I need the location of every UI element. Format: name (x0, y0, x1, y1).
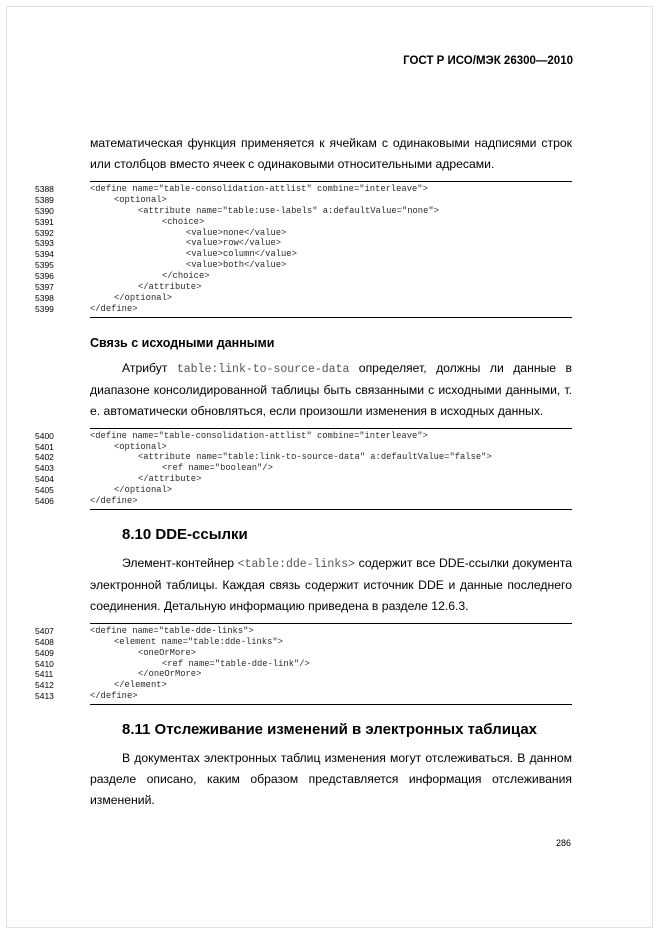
line-number: 5413 (35, 691, 54, 702)
code-text: <value>column</value> (186, 249, 297, 260)
line-number: 5412 (35, 680, 54, 691)
line-number: 5406 (35, 496, 54, 507)
line-number: 5391 (35, 216, 54, 227)
line-number: 5411 (35, 669, 54, 680)
code-line (35, 205, 572, 217)
line-number: 5399 (35, 303, 54, 314)
code-line (35, 680, 572, 691)
line-number: 5409 (35, 647, 54, 658)
code-text: </optional> (114, 292, 173, 303)
line-number: 5408 (35, 636, 54, 647)
p3-text-before: Элемент-контейнер (122, 555, 238, 570)
line-number: 5401 (35, 441, 54, 452)
code-text: <ref name="boolean"/> (162, 463, 273, 474)
line-number: 5402 (35, 452, 54, 463)
code-line (35, 647, 572, 659)
code-line (35, 227, 572, 239)
code-line (35, 658, 572, 670)
paragraph-intro: математическая функция применяется к ячейкам с одинаковыми надписями строк или столбцов вместо ячеек с одинаковыми относительными адресами. (90, 136, 572, 171)
code-text: <define name="table-consolidation-attlist" combine="interleave"> (90, 430, 428, 441)
code-text: <optional> (114, 441, 167, 452)
code-text: </attribute> (138, 474, 202, 485)
page-content (35, 133, 572, 811)
document-header: ГОСТ Р ИСО/МЭК 26300—2010 (403, 55, 573, 67)
code-text: <value>none</value> (186, 227, 287, 238)
section-title-change-tracking: 8.11 Отслеживание изменений в электронных таблицах (122, 721, 538, 739)
code-text: </define> (90, 691, 138, 702)
code-line (35, 260, 572, 271)
line-number: 5395 (35, 260, 54, 271)
line-number: 5396 (35, 271, 54, 282)
line-number: 5404 (35, 474, 54, 485)
code-text: <value>row</value> (186, 238, 282, 249)
code-text: </define> (90, 496, 138, 507)
code-text: </attribute> (138, 282, 202, 293)
code-text: </element> (114, 680, 167, 691)
code-text: <attribute name="table:link-to-source-data" a:defaultValue="false"> (138, 452, 492, 463)
line-number: 5410 (35, 658, 54, 669)
section-title-dde-links: 8.10 DDE-ссылки (122, 525, 248, 543)
line-number: 5398 (35, 292, 54, 303)
line-number: 5388 (35, 184, 54, 194)
code-text: <oneOrMore> (138, 647, 197, 658)
code-text: <ref name="table-dde-link"/> (162, 658, 310, 669)
line-number: 5407 (35, 625, 54, 636)
line-number: 5390 (35, 205, 54, 216)
code-line (35, 282, 572, 293)
line-number: 5393 (35, 238, 54, 249)
code-line (35, 463, 572, 474)
line-number: 5403 (35, 463, 54, 474)
code-line (35, 430, 572, 442)
p2-text-after: определяет, должны ли данные в диапазоне консолидированной таблицы быть связанными с исходными данными, т. е. автоматически обновляться, если произошли изменения в исходных данных. (90, 360, 572, 418)
code-line (35, 636, 572, 648)
p2-attribute-code: table:link-to-source-data (176, 362, 350, 376)
line-number: 5389 (35, 194, 54, 205)
code-text: </choice> (162, 271, 210, 282)
code-line (35, 303, 572, 315)
code-line (35, 441, 572, 453)
code-line (35, 271, 572, 282)
code-text: <define name="table-dde-links"> (90, 625, 254, 636)
code-line (35, 625, 572, 637)
line-number: 5405 (35, 485, 54, 496)
code-line (35, 238, 572, 249)
code-line (35, 474, 572, 485)
code-text: </define> (90, 303, 138, 314)
code-listing-1 (35, 181, 572, 318)
p3-text-after: содержит все DDE-ссылки документа электронной таблицы. Каждая связь содержит источник DDE и данные последнего соединения. Детальную информацию приведена в разделе 12.6.3. (90, 555, 572, 613)
code-line (35, 496, 572, 507)
paragraph-link-to-source (90, 358, 572, 422)
code-line (35, 194, 572, 206)
paragraph-dde-links (90, 553, 572, 617)
code-line (35, 216, 572, 228)
code-line (35, 691, 572, 702)
subheading-source-link: Связь с исходными данными (90, 335, 275, 350)
code-line (35, 452, 572, 463)
code-listing-3 (35, 623, 572, 705)
paragraph-change-tracking: В документах электронных таблиц изменения могут отслеживаться. В данном разделе описано, каким образом представляется информация отслеживания изменений. (90, 751, 572, 808)
code-text: </optional> (114, 485, 173, 496)
code-text: <choice> (162, 216, 205, 227)
code-text: <value>both</value> (186, 260, 287, 271)
line-number: 5392 (35, 227, 54, 238)
line-number: 5397 (35, 282, 54, 293)
line-number: 5400 (35, 430, 54, 441)
code-text: </oneOrMore> (138, 669, 202, 680)
line-number: 5394 (35, 249, 54, 260)
code-line (35, 485, 572, 496)
code-listing-2 (35, 428, 572, 510)
p2-text-before: Атрибут (122, 360, 177, 375)
code-line (35, 249, 572, 260)
code-line (35, 669, 572, 680)
page-number: 286 (555, 838, 571, 848)
code-line (35, 184, 572, 195)
code-line (35, 292, 572, 304)
code-text: <define name="table-consolidation-attlist" combine="interleave"> (90, 184, 428, 194)
p3-element-code: <table:dde-links> (237, 557, 355, 571)
code-text: <optional> (114, 194, 167, 205)
code-text: <attribute name="table:use-labels" a:defaultValue="none"> (138, 205, 439, 216)
code-text: <element name="table:dde-links"> (114, 636, 283, 647)
